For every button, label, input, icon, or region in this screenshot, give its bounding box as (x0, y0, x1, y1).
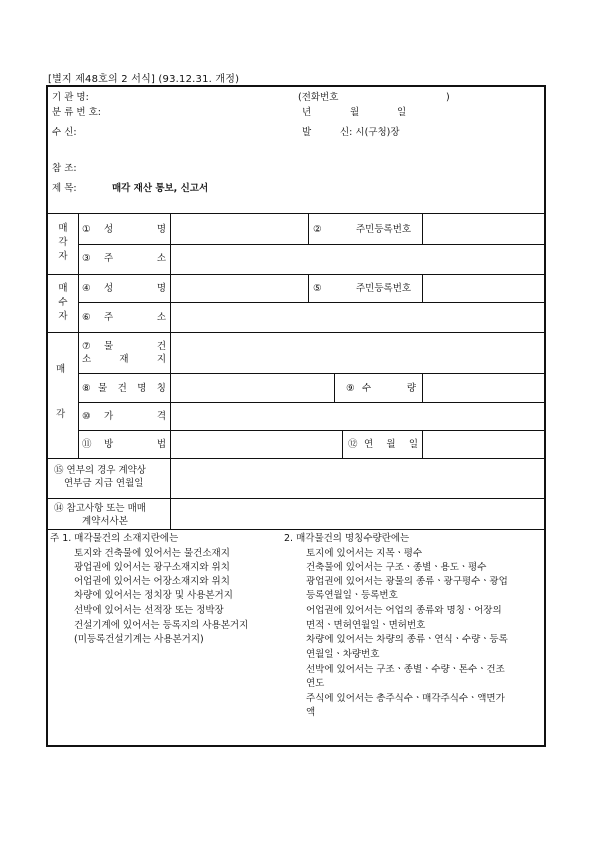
remarks-line2: 계약서사본 (82, 516, 128, 527)
rule-sale-2 (78, 402, 544, 403)
col-date-right (422, 430, 423, 458)
sale-price-num: ⑩ (82, 411, 91, 422)
note-left-5: 선박에 있어서는 선적장 또는 정박장 (74, 605, 224, 616)
sale-qty-num: ⑨ (346, 383, 355, 394)
month-label: 월 (350, 107, 360, 118)
note-right-12: 액 (306, 707, 316, 718)
buyer-name-label: 성 명 (104, 283, 166, 294)
note-right-8: 연월일ㆍ차량번호 (306, 649, 380, 660)
sale-price-label: 가 격 (104, 411, 166, 422)
note-left-2: 광업권에 있어서는 광구소재지와 위치 (74, 562, 230, 573)
sale-item-label: 물 건 명 칭 (98, 383, 166, 394)
buyer-addr-num: ⑥ (82, 312, 91, 323)
note-right-2: 건축물에 있어서는 구조ㆍ종별ㆍ용도ㆍ평수 (306, 562, 487, 573)
form-frame (46, 85, 546, 747)
note-left-1: 토지와 건축물에 있어서는 물건소재지 (74, 548, 230, 559)
col-label-divider (170, 213, 171, 458)
buyer-id-num: ⑤ (313, 283, 322, 294)
rule-seller-bottom (48, 274, 544, 275)
note-right-3: 광업권에 있어서는 광물의 종류ㆍ광구평수ㆍ광업 (306, 576, 508, 587)
note-right-11: 주식에 있어서는 총주식수ㆍ매각주식수ㆍ액면가 (306, 693, 505, 704)
seller-addr-label: 주 소 (104, 253, 166, 264)
recipient-label: 수 신: (52, 127, 77, 138)
rule-seller-mid (78, 244, 544, 245)
deferred-line1: ⑮ 연부의 경우 계약상 (54, 465, 146, 476)
rule-buyer-mid (78, 302, 544, 303)
subject-value: 매각 재산 통보, 신고서 (112, 183, 209, 194)
sale-date-num: ⑫ (348, 439, 358, 450)
form-caption: [별지 제48호의 2 서식] (93.12.31. 개정) (48, 74, 240, 85)
rule-remarks-bottom (48, 529, 544, 530)
phone-close-label: ) (446, 92, 450, 103)
note-right-4: 등록연월일ㆍ등록번호 (306, 590, 398, 601)
sale-method-num: ⑪ (82, 439, 92, 450)
buyer-id-label: 주민등록번호 (356, 283, 412, 294)
remarks-line1: ⑭ 참고사항 또는 매매 (54, 503, 146, 514)
seller-id-label: 주민등록번호 (356, 224, 412, 235)
sale-method-label: 방 법 (104, 439, 166, 450)
rule-sale-bottom (48, 458, 544, 459)
sale-date-label: 연 월 일 (364, 439, 418, 450)
reference-label: 참 조: (52, 163, 77, 174)
sale-group-bottom: 각 (56, 409, 66, 420)
col-group-divider (78, 213, 79, 458)
note-left-4: 차량에 있어서는 정치장 및 사용본거지 (74, 590, 233, 601)
col-date-left (342, 430, 343, 458)
seller-group-label: 매각자 (58, 223, 68, 262)
day-label: 일 (397, 107, 407, 118)
buyer-group-label: 매수자 (58, 283, 68, 322)
sale-item-num: ⑧ (82, 383, 91, 394)
note-left-3: 어업권에 있어서는 어장소재지와 위치 (74, 576, 230, 587)
sale-qty-label: 수 량 (362, 383, 416, 394)
deferred-line2: 연부금 지급 연월일 (64, 478, 144, 489)
note-right-6: 면적ㆍ면허연월일ㆍ면허번호 (306, 620, 426, 631)
seller-name-label: 성 명 (104, 224, 166, 235)
sender-value: 신: 시(구청)장 (340, 127, 400, 138)
seller-id-num: ② (313, 224, 322, 235)
rule-sale-3 (78, 430, 544, 431)
phone-open-label: (전화번호 (298, 92, 339, 103)
col-buyer-id-right (422, 274, 423, 302)
note-right-7: 차량에 있어서는 차량의 종류ㆍ연식ㆍ수량ㆍ등록 (306, 634, 508, 645)
note-left-0: 주 1. 매각물건의 소재지란에는 (50, 533, 179, 544)
rule-header-bottom (48, 213, 544, 214)
buyer-addr-label: 주 소 (104, 312, 166, 323)
col-seller-id-right (422, 213, 423, 244)
note-right-9: 선박에 있어서는 구조ㆍ종별ㆍ수량ㆍ톤수ㆍ건조 (306, 664, 505, 675)
note-left-7: (미등록건설기계는 사용본거지) (74, 634, 204, 645)
sale-group-top: 매 (56, 364, 66, 375)
note-right-1: 토지에 있어서는 지목ㆍ평수 (306, 548, 423, 559)
note-right-0: 2. 매각물건의 명칭수량란에는 (284, 533, 410, 544)
doc-number-label: 분 류 번 호: (52, 107, 101, 118)
sale-location-num: ⑦ (82, 341, 91, 352)
seller-addr-num: ③ (82, 253, 91, 264)
col-seller-id-left (308, 213, 309, 244)
seller-name-num: ① (82, 224, 91, 235)
sale-location-line1: 물 건 (104, 341, 166, 352)
sale-location-line2: 소 재 지 (82, 354, 166, 365)
note-right-10: 연도 (306, 678, 325, 689)
agency-label: 기 관 명: (52, 92, 89, 103)
col-qty-right (422, 373, 423, 402)
col-buyer-id-left (308, 274, 309, 302)
rule-deferred-bottom (48, 498, 544, 499)
subject-label: 제 목: (52, 183, 77, 194)
sender-label: 발 (302, 127, 312, 138)
note-left-6: 건설기계에 있어서는 등록지의 사용본거지 (74, 620, 249, 631)
rule-sale-1 (78, 373, 544, 374)
col-lower-divider (170, 458, 171, 529)
col-qty-left (334, 373, 335, 402)
rule-buyer-bottom (48, 332, 544, 333)
buyer-name-num: ④ (82, 283, 91, 294)
year-label: 년 (302, 107, 312, 118)
note-right-5: 어업권에 있어서는 어업의 종류와 명칭ㆍ어장의 (306, 605, 502, 616)
